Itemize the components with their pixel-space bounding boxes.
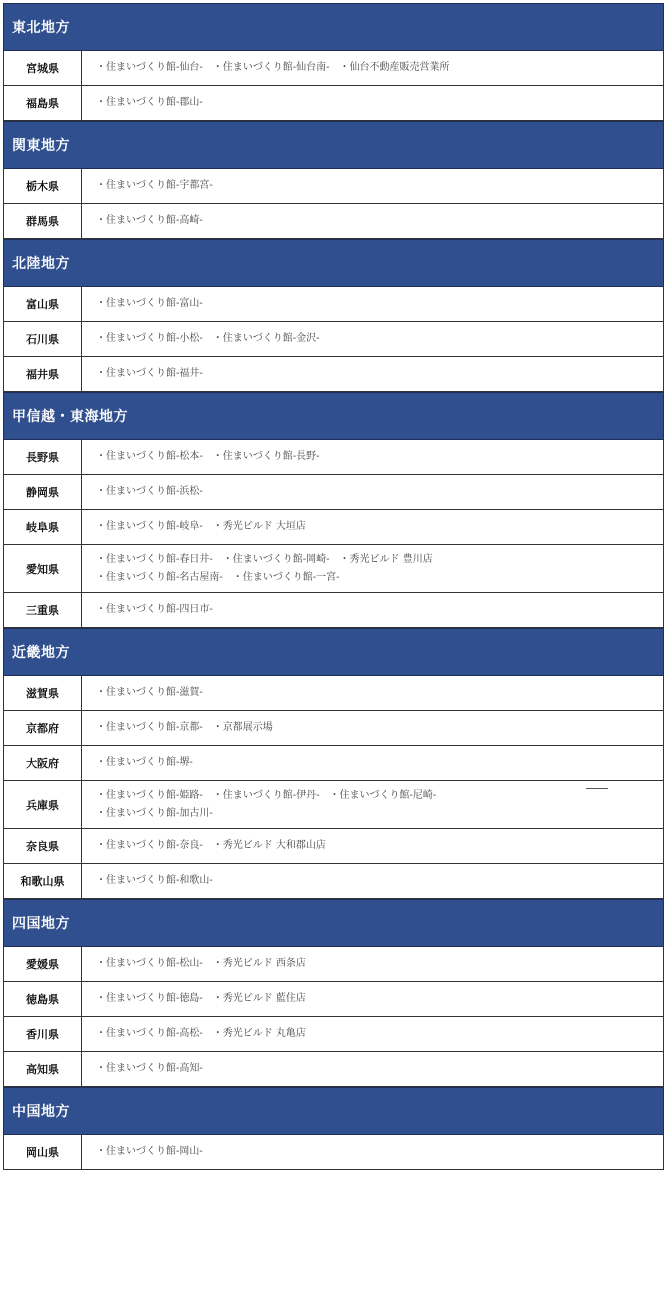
store-line: ・住まいづくり館-浜松- [96,486,203,497]
prefecture-name: 富山県 [4,287,82,321]
region-header [3,392,664,440]
region-header [3,1087,664,1135]
store-line: ・住まいづくり館-堺- [96,757,193,768]
prefecture-row [3,1135,664,1170]
prefecture-row [3,510,664,545]
prefecture-name: 愛媛県 [4,947,82,981]
region-header [3,628,664,676]
store-line: ・住まいづくり館-名古屋南- ・住まいづくり館-一宮- [96,571,340,583]
prefecture-row [3,545,664,593]
store-list [82,545,663,592]
store-list [82,711,663,745]
store-line: ・住まいづくり館-春日井- ・住まいづくり館-岡崎- ・秀光ビルド 豊川店 [96,553,433,565]
store-list [82,440,663,474]
prefecture-name: 京都府 [4,711,82,745]
prefecture-row [3,676,664,711]
store-list [82,864,663,898]
prefecture-name: 三重県 [4,593,82,627]
store-list [82,982,663,1016]
region-header [3,3,664,51]
store-line: ・住まいづくり館-宇都宮- [96,180,213,191]
store-list [82,169,663,203]
prefecture-name: 宮城県 [4,51,82,85]
prefecture-row [3,322,664,357]
prefecture-name: 岡山県 [4,1135,82,1169]
prefecture-name: 徳島県 [4,982,82,1016]
prefecture-row [3,51,664,86]
region-header [3,899,664,947]
prefecture-name: 群馬県 [4,204,82,238]
prefecture-row [3,440,664,475]
prefecture-name: 栃木県 [4,169,82,203]
prefecture-row [3,864,664,899]
divider-line [586,788,608,789]
store-list [82,1135,663,1169]
store-line: ・住まいづくり館-京都- ・京都展示場 [96,722,273,733]
store-line: ・住まいづくり館-奈良- ・秀光ビルド 大和郡山店 [96,840,326,851]
prefecture-name: 和歌山県 [4,864,82,898]
store-list [82,676,663,710]
prefecture-name: 福島県 [4,86,82,120]
prefecture-row [3,357,664,392]
store-line: ・住まいづくり館-高崎- [96,215,203,226]
store-list-table [3,3,664,1170]
prefecture-row [3,947,664,982]
store-list [82,829,663,863]
store-line: ・住まいづくり館-徳島- ・秀光ビルド 藍住店 [96,993,306,1004]
store-list [82,287,663,321]
store-line: ・住まいづくり館-姫路- ・住まいづくり館-伊丹- ・住まいづくり館-尼崎- [96,789,437,801]
store-line: ・住まいづくり館-仙台- ・住まいづくり館-仙台南- ・仙台不動産販売営業所 [96,62,450,73]
prefecture-name: 静岡県 [4,475,82,509]
prefecture-name: 奈良県 [4,829,82,863]
store-line: ・住まいづくり館-高知- [96,1063,203,1074]
region-header [3,121,664,169]
prefecture-row [3,1017,664,1052]
store-list [82,1017,663,1051]
store-list [82,1052,663,1086]
prefecture-row [3,86,664,121]
store-line: ・住まいづくり館-四日市- [96,604,213,615]
store-list [82,204,663,238]
region-title: 関東地方 [12,138,70,154]
store-line: ・住まいづくり館-福井- [96,368,203,379]
prefecture-name: 石川県 [4,322,82,356]
store-list [82,51,663,85]
store-line: ・住まいづくり館-松本- ・住まいづくり館-長野- [96,451,320,462]
store-list [82,510,663,544]
store-list [82,475,663,509]
store-line: ・住まいづくり館-郡山- [96,97,203,108]
region-header [3,239,664,287]
store-list [82,86,663,120]
region-title: 四国地方 [12,916,70,932]
prefecture-name: 福井県 [4,357,82,391]
store-line: ・住まいづくり館-滋賀- [96,687,203,698]
prefecture-row [3,711,664,746]
prefecture-row [3,169,664,204]
prefecture-row [3,746,664,781]
prefecture-name: 兵庫県 [4,781,82,828]
prefecture-name: 長野県 [4,440,82,474]
store-line: ・住まいづくり館-小松- ・住まいづくり館-金沢- [96,333,320,344]
prefecture-name: 滋賀県 [4,676,82,710]
prefecture-row [3,1052,664,1087]
store-list [82,322,663,356]
store-list [82,593,663,627]
prefecture-row [3,287,664,322]
store-line: ・住まいづくり館-松山- ・秀光ビルド 西条店 [96,958,306,969]
store-list [82,947,663,981]
prefecture-name: 愛知県 [4,545,82,592]
store-line: ・住まいづくり館-岐阜- ・秀光ビルド 大垣店 [96,521,306,532]
region-title: 近畿地方 [12,645,70,661]
prefecture-row [3,781,664,829]
prefecture-row [3,204,664,239]
store-list [82,781,663,828]
store-line: ・住まいづくり館-和歌山- [96,875,213,886]
region-title: 甲信越・東海地方 [12,409,128,425]
prefecture-name: 岐阜県 [4,510,82,544]
region-title: 北陸地方 [12,256,70,272]
prefecture-name: 大阪府 [4,746,82,780]
region-title: 中国地方 [12,1104,70,1120]
prefecture-name: 高知県 [4,1052,82,1086]
prefecture-row [3,593,664,628]
store-line: ・住まいづくり館-高松- ・秀光ビルド 丸亀店 [96,1028,306,1039]
prefecture-row [3,829,664,864]
prefecture-name: 香川県 [4,1017,82,1051]
region-title: 東北地方 [12,20,70,36]
store-list [82,357,663,391]
store-line: ・住まいづくり館-岡山- [96,1146,203,1157]
prefecture-row [3,475,664,510]
store-line: ・住まいづくり館-富山- [96,298,203,309]
prefecture-row [3,982,664,1017]
store-list [82,746,663,780]
store-line: ・住まいづくり館-加古川- [96,807,213,819]
